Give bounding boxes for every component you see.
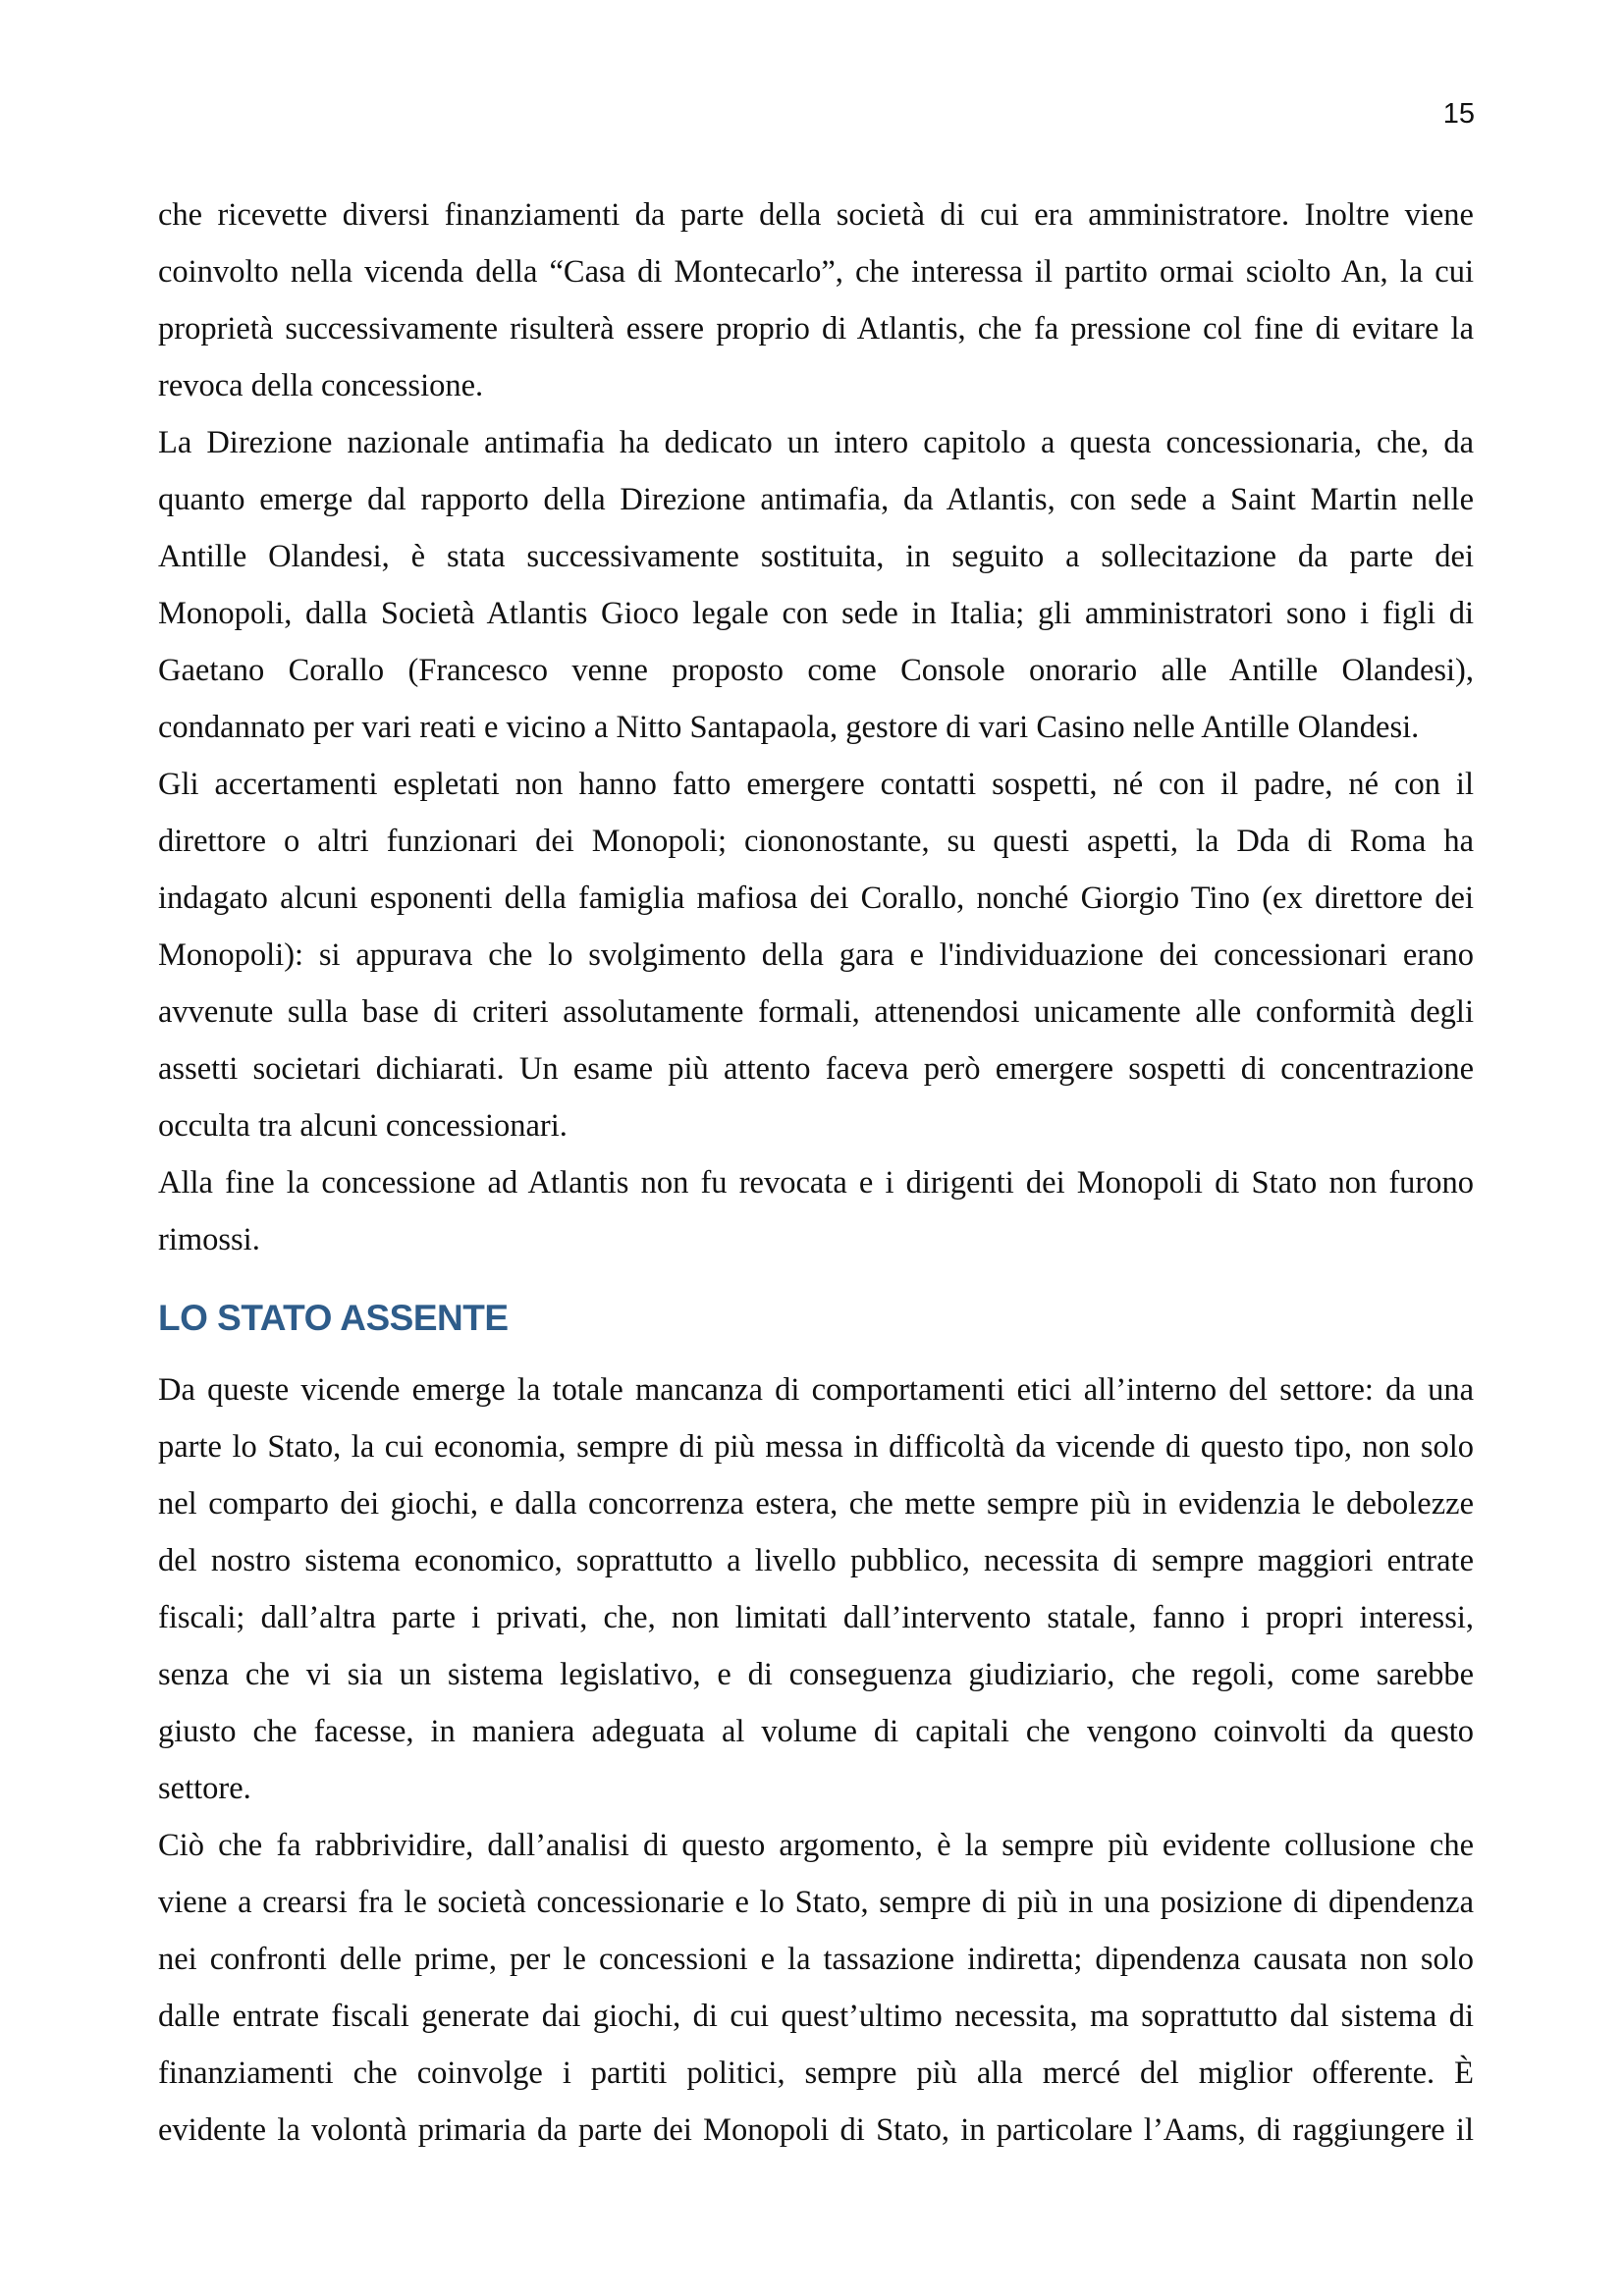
text-line: giusto che facesse, in maniera adeguata al volume di capitali che vengono coinvolti da questo — [158, 1714, 1474, 1749]
text-line: nel comparto dei giochi, e dalla concorrenza estera, che mette sempre più in evidenzia le debolezze — [158, 1486, 1474, 1522]
text-line: settore. — [158, 1771, 251, 1806]
text-line: Ciò che fa rabbrividire, dall’analisi di questo argomento, è la sempre più evidente collusione che — [158, 1828, 1474, 1863]
text-line: senza che vi sia un sistema legislativo, e di conseguenza giudiziario, che regoli, come sarebbe — [158, 1657, 1474, 1692]
text-line: Gaetano Corallo (Francesco venne proposto come Console onorario alle Antille Olandesi), — [158, 653, 1474, 688]
text-line: dalle entrate fiscali generate dai giochi, di cui quest’ultimo necessita, ma soprattutto dal sistema di — [158, 1999, 1474, 2034]
text-line: che ricevette diversi finanziamenti da parte della società di cui era amministratore. Inoltre viene — [158, 197, 1474, 233]
paragraph — [158, 1817, 1474, 2159]
text-line: quanto emerge dal rapporto della Direzione antimafia, da Atlantis, con sede a Saint Martin nelle — [158, 482, 1474, 517]
text-line: Antille Olandesi, è stata successivamente sostituita, in seguito a sollecitazione da parte dei — [158, 539, 1474, 574]
paragraph — [158, 1362, 1474, 1817]
text-line: fiscali; dall’altra parte i privati, che, non limitati dall’intervento statale, fanno i propri interessi, — [158, 1600, 1474, 1635]
text-line: occulta tra alcuni concessionari. — [158, 1108, 568, 1144]
paragraph — [158, 414, 1474, 756]
text-line: Monopoli): si appurava che lo svolgimento della gara e l'individuazione dei concessionari erano — [158, 937, 1474, 973]
text-line: proprietà successivamente risulterà essere proprio di Atlantis, che fa pressione col fine di evitare la — [158, 311, 1474, 347]
text-line: Gli accertamenti espletati non hanno fatto emergere contatti sospetti, né con il padre, né con il — [158, 767, 1474, 802]
text-line: viene a crearsi fra le società concessionarie e lo Stato, sempre di più in una posizione di dipendenza — [158, 1885, 1474, 1920]
text-line: Alla fine la concessione ad Atlantis non fu revocata e i dirigenti dei Monopoli di Stato non furono — [158, 1165, 1474, 1201]
text-line: revoca della concessione. — [158, 368, 484, 403]
section-stato-assente — [158, 1362, 1474, 2159]
section-heading: LO STATO ASSENTE — [158, 1298, 509, 1338]
paragraph — [158, 756, 1474, 1154]
text-line: nei confronti delle prime, per le concessioni e la tassazione indiretta; dipendenza causata non solo — [158, 1942, 1474, 1977]
text-line: assetti societari dichiarati. Un esame più attento faceva però emergere sospetti di concentrazione — [158, 1051, 1474, 1087]
text-line: parte lo Stato, la cui economia, sempre di più messa in difficoltà da vicende di questo tipo, non solo — [158, 1429, 1474, 1465]
paragraph — [158, 187, 1474, 414]
text-line: avvenute sulla base di criteri assolutamente formali, attenendosi unicamente alle conformità degli — [158, 994, 1474, 1030]
text-line: del nostro sistema economico, soprattutto a livello pubblico, necessita di sempre maggiori entrate — [158, 1543, 1474, 1578]
section-intro — [158, 187, 1474, 1268]
text-line: finanziamenti che coinvolge i partiti politici, sempre più alla mercé del miglior offerente. È — [158, 2056, 1474, 2091]
paragraph — [158, 1154, 1474, 1268]
text-line: evidente la volontà primaria da parte dei Monopoli di Stato, in particolare l’Aams, di raggiungere il — [158, 2112, 1474, 2148]
text-line: rimossi. — [158, 1222, 260, 1257]
text-line: indagato alcuni esponenti della famiglia mafiosa dei Corallo, nonché Giorgio Tino (ex direttore dei — [158, 881, 1474, 916]
text-line: La Direzione nazionale antimafia ha dedicato un intero capitolo a questa concessionaria, che, da — [158, 425, 1474, 460]
text-line: Da queste vicende emerge la totale mancanza di comportamenti etici all’interno del settore: da una — [158, 1372, 1474, 1408]
text-line: condannato per vari reati e vicino a Nitto Santapaola, gestore di vari Casino nelle Antille Olandesi. — [158, 710, 1420, 745]
page-number: 15 — [1442, 98, 1475, 130]
text-line: direttore o altri funzionari dei Monopoli; ciononostante, su questi aspetti, la Dda di Roma ha — [158, 824, 1474, 859]
text-line: coinvolto nella vicenda della “Casa di Montecarlo”, che interessa il partito ormai sciolto An, la cui — [158, 254, 1474, 290]
text-line: Monopoli, dalla Società Atlantis Gioco legale con sede in Italia; gli amministratori sono i figli di — [158, 596, 1474, 631]
document-body — [158, 187, 1474, 2159]
